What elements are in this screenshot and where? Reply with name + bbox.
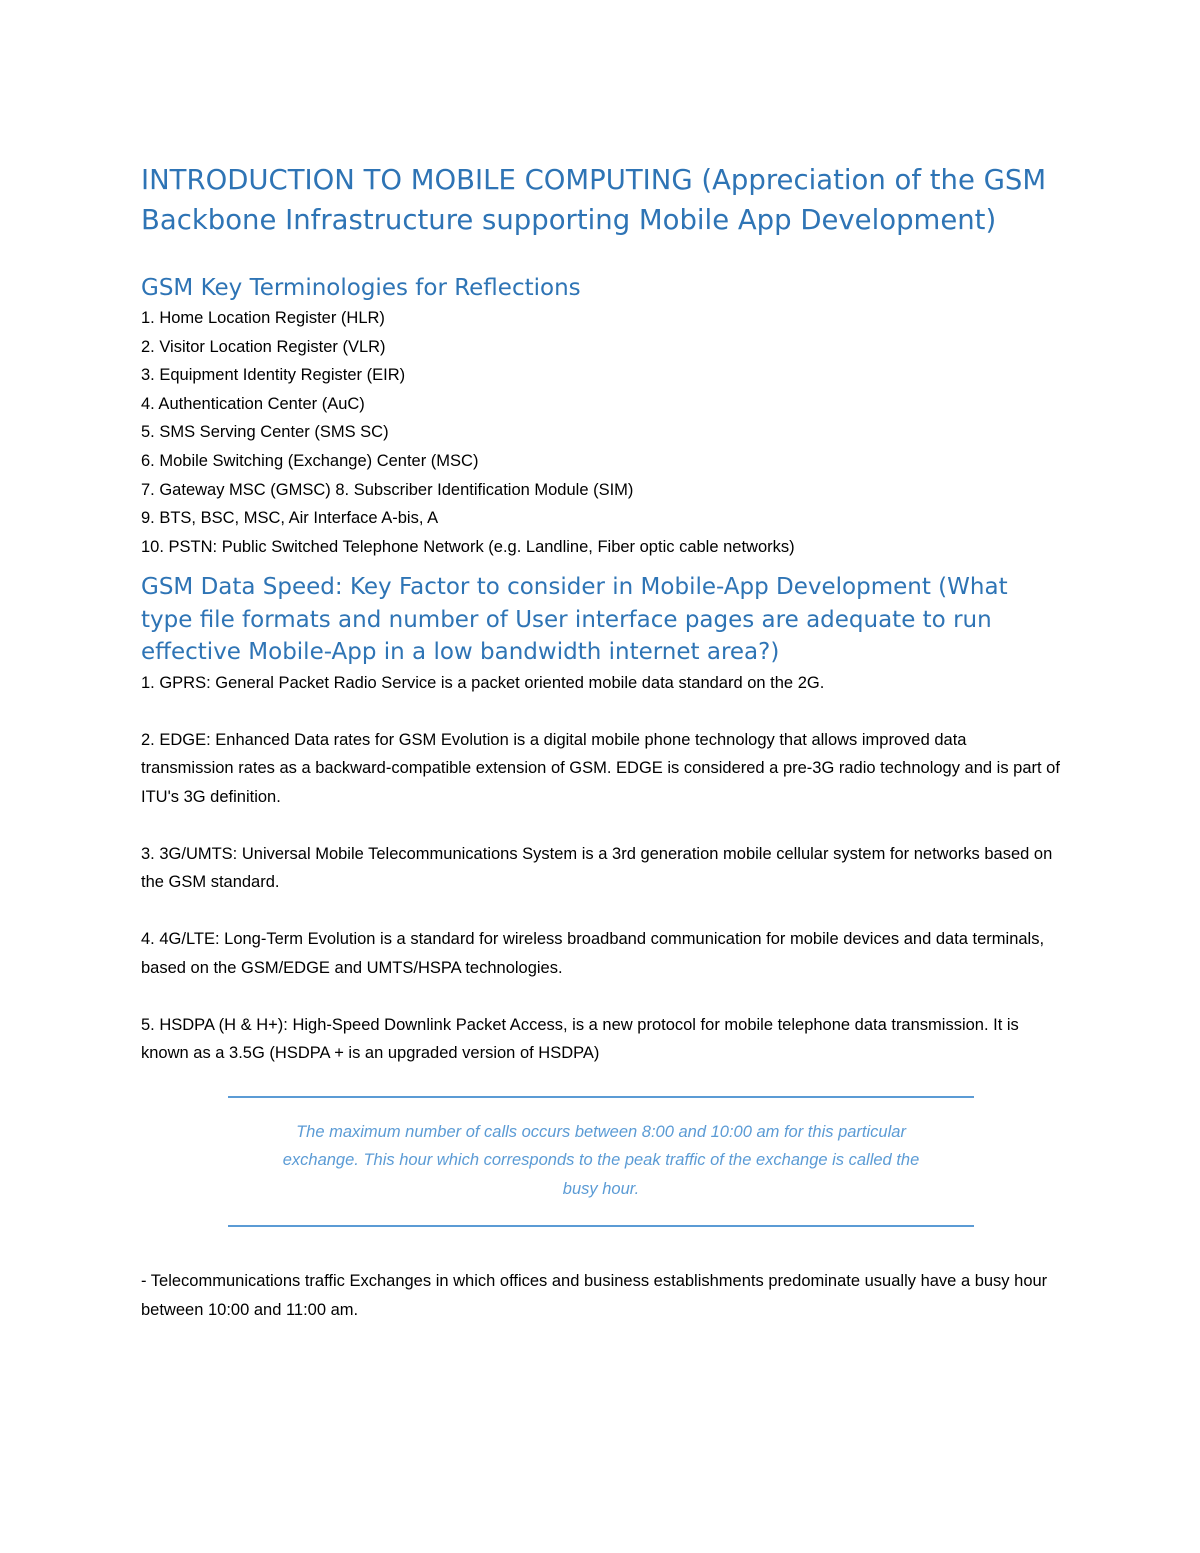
list-item: 1. GPRS: General Packet Radio Service is a packet oriented mobile data standard on the 2G.	[141, 673, 825, 692]
list-item: 3. Equipment Identity Register (EIR)	[141, 366, 406, 385]
list-item: 3. 3G/UMTS: Universal Mobile Telecommunications System is a 3rd generation mobile cellular system for networks based on the GSM standard.	[141, 844, 1053, 892]
data-speed-list	[141, 669, 1061, 1068]
list-item: 4. Authentication Center (AuC)	[141, 394, 365, 413]
list-item: 6. Mobile Switching (Exchange) Center (MSC)	[141, 451, 479, 470]
list-item: 9. BTS, BSC, MSC, Air Interface A-bis, A	[141, 509, 439, 528]
document-title: INTRODUCTION TO MOBILE COMPUTING (Appreciation of the GSM Backbone Infrastructure supporting Mobile App Development)	[141, 164, 1047, 236]
list-item: 2. EDGE: Enhanced Data rates for GSM Evolution is a digital mobile phone technology that allows improved data transmission rates as a backward-compatible extension of GSM. EDGE is considered a pre-3G radio technology and is part of ITU's 3G definition.	[141, 730, 1060, 806]
quote-text: The maximum number of calls occurs between 8:00 and 10:00 am for this particular exchange. This hour which corresponds to the peak traffic of the exchange is called the busy hour.	[282, 1122, 920, 1198]
list-item: 4. 4G/LTE: Long-Term Evolution is a standard for wireless broadband communication for mobile devices and data terminals, based on the GSM/EDGE and UMTS/HSPA technologies.	[141, 930, 1045, 977]
list-item: 5. SMS Serving Center (SMS SC)	[141, 423, 389, 442]
terminology-heading: GSM Key Terminologies for Reflections	[141, 275, 581, 301]
list-item: 10. PSTN: Public Switched Telephone Network (e.g. Landline, Fiber optic cable networks)	[141, 537, 795, 556]
list-item: 7. Gateway MSC (GMSC) 8. Subscriber Identification Module (SIM)	[141, 480, 634, 499]
intense-quote	[228, 1096, 974, 1228]
list-item: 5. HSDPA (H & H+): High-Speed Downlink Packet Access, is a new protocol for mobile telephone data transmission. It is known as a 3.5G (HSDPA + is an upgraded version of HSDPA)	[141, 1015, 1019, 1063]
data-speed-heading: GSM Data Speed: Key Factor to consider in Mobile-App Development (What type file formats and number of User interface pages are adequate to run effective Mobile-App in a low bandwidth internet area?)	[141, 574, 1008, 666]
list-item: 1. Home Location Register (HLR)	[141, 309, 385, 327]
busy-hour-note: - Telecommunications traffic Exchanges in which offices and business establishments predominate usually have a busy hour between 10:00 and 11:00 am.	[141, 1272, 1048, 1319]
terminology-list	[141, 304, 1061, 561]
list-item: 2. Visitor Location Register (VLR)	[141, 337, 386, 356]
document-page	[141, 160, 1061, 1341]
